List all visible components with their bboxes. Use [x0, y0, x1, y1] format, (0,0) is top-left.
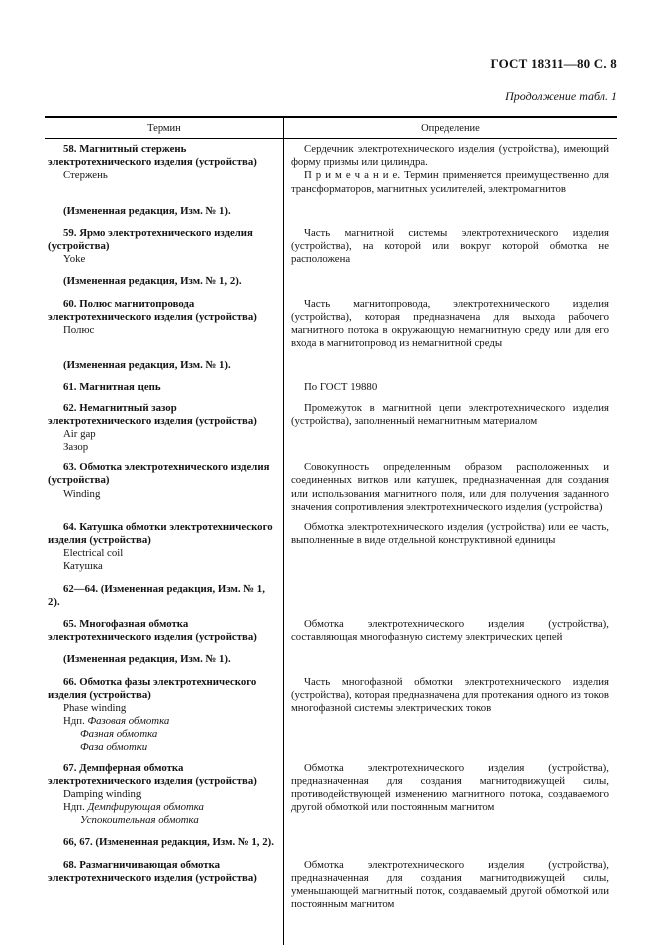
term-text: 64. Катушка обмотки электротехнического изделия (устройства): [48, 520, 273, 547]
term-text: Катушка: [63, 560, 103, 573]
definition-cell: [283, 457, 617, 517]
amendment-note-text: (Измененная редакция, Изм. № 1, 2).: [63, 275, 242, 288]
definition-cell: [283, 647, 617, 671]
amendment-note-row: [45, 830, 617, 854]
term-cell: [45, 353, 283, 377]
term-text: 61. Магнитная цепь: [63, 381, 161, 394]
terms-definitions-table: [45, 116, 617, 945]
amendment-note-row: [45, 647, 617, 671]
term-text: 68. Размагничивающая обмотка электротехнического изделия (устройства): [48, 858, 257, 884]
definition-cell: [283, 672, 617, 758]
definition-cell: [283, 139, 617, 199]
term-text: Air gap: [63, 427, 96, 440]
term-definition-row: [45, 294, 617, 354]
definition-cell: [283, 855, 617, 945]
term-cell: [45, 199, 283, 223]
table-body: [45, 139, 617, 945]
definition-cell: [283, 199, 617, 223]
term-definition-row: [45, 139, 617, 199]
term-cell: [45, 377, 283, 397]
term-text: Yoke: [63, 253, 86, 266]
term-text: Damping winding: [63, 787, 142, 800]
term-text: 62. Немагнитный зазор электротехнического изделия (устройства): [48, 401, 257, 427]
amendment-note-text: 66, 67. (Измененная редакция, Изм. № 1, 2).: [63, 836, 274, 849]
ndp-label: Ндп.: [63, 715, 88, 728]
term-text: Стержень: [63, 169, 108, 182]
term-cell: [45, 577, 283, 614]
term-definition-row: [45, 758, 617, 831]
term-text: [48, 801, 277, 814]
term-definition-row: [45, 223, 617, 270]
definition-cell: [283, 353, 617, 377]
definition-cell: [283, 614, 617, 647]
term-text: 67. Демпферная обмотка электротехнического изделия (устройства): [48, 761, 257, 787]
definition-text: Сердечник электротехнического изделия (устройства), имеющий форму призмы или цилиндра.: [290, 143, 609, 169]
ndp-label: Ндп.: [63, 801, 88, 814]
term-text: Winding: [63, 487, 101, 500]
amendment-note-row: [45, 577, 617, 614]
definition-text: Промежуток в магнитной цепи электротехнического изделия (устройства), заполненный немагнитным материалом: [290, 401, 609, 427]
definition-text: Обмотка электротехнического изделия (устройства), предназначенная для создания магнитодвижущей силы, противодействующей изменению магнитного потока, создаваемого другой обмоткой или постоянным магнитом: [290, 761, 609, 814]
deprecated-term-text: Демпфирующая обмотка: [87, 801, 204, 814]
term-text: Фаза обмотки: [80, 741, 148, 754]
amendment-note-text: (Измененная редакция, Изм. № 1).: [63, 653, 231, 666]
term-cell: [45, 647, 283, 671]
definition-cell: [283, 269, 617, 293]
term-text: Фазная обмотка: [80, 728, 158, 741]
definition-text: Совокупность определенным образом расположенных и соединенных витков или катушек, предназначенная для создания или использования магнитного поля, или для получения заданного значения сопротивления электротехнического изделия (устройства): [290, 461, 609, 513]
term-cell: [45, 758, 283, 831]
definition-cell: [283, 758, 617, 831]
definition-text: По ГОСТ 19880: [303, 381, 378, 394]
amendment-note-text: (Измененная редакция, Изм. № 1).: [63, 204, 231, 217]
term-definition-row: [45, 398, 617, 458]
term-text: 66. Обмотка фазы электротехнического изделия (устройства): [48, 675, 257, 701]
definition-cell: [283, 830, 617, 854]
definition-cell: [283, 294, 617, 354]
table-header-row: [45, 118, 617, 139]
definition-text: Обмотка электротехнического изделия (устройства) или ее часть, выполненные в виде отдельной конструктивной единицы: [290, 520, 609, 547]
amendment-note-text: 62—64. (Измененная редакция, Изм. № 1, 2).: [48, 582, 265, 608]
amendment-note-row: [45, 269, 617, 293]
term-text: 63. Обмотка электротехнического изделия (устройства): [48, 461, 270, 487]
term-definition-row: [45, 614, 617, 647]
term-definition-row: [45, 457, 617, 517]
term-text: [48, 715, 277, 728]
amendment-note-row: [45, 353, 617, 377]
page-header: ГОСТ 18311—80 С. 8: [490, 56, 617, 71]
term-text: Зазор: [63, 441, 89, 454]
term-text: Полюс: [63, 323, 95, 336]
definition-text: Обмотка электротехнического изделия (устройства), предназначенная для создания магнитодвижущей силы, уменьшающей магнитный поток, создаваемый другой обмоткой или постоянным магнитом: [290, 858, 609, 911]
term-text: 60. Полюс магнитопровода электротехнического изделия (устройства): [48, 297, 257, 323]
deprecated-term-text: Фазовая обмотка: [87, 715, 170, 728]
definition-text: Часть магнитной системы электротехнического изделия (устройства), на которой или вокруг которой обмотка не расположена: [290, 226, 609, 266]
term-definition-row: [45, 672, 617, 758]
definition-text: Обмотка электротехнического изделия (устройства), составляющая многофазную систему электрических цепей: [290, 617, 609, 644]
definition-cell: [283, 398, 617, 458]
amendment-note-text: (Измененная редакция, Изм. № 1).: [63, 359, 231, 372]
term-cell: [45, 269, 283, 293]
term-cell: [45, 517, 283, 577]
term-cell: [45, 614, 283, 647]
term-cell: [45, 294, 283, 354]
term-cell: [45, 139, 283, 199]
term-definition-row: [45, 517, 617, 577]
term-cell: [45, 223, 283, 270]
term-cell: [45, 457, 283, 517]
definition-cell: [283, 377, 617, 397]
term-cell: [45, 830, 283, 854]
term-text: 65. Многофазная обмотка электротехнического изделия (устройства): [48, 617, 257, 644]
column-header-definition: Определение: [283, 118, 617, 138]
definition-cell: [283, 577, 617, 614]
column-header-term: Термин: [147, 123, 181, 134]
definition-cell: [283, 517, 617, 577]
term-text: Phase winding: [63, 701, 127, 714]
definition-text: Часть многофазной обмотки электротехнического изделия (устройства), которая предназначена для протекания одного из токов многофазной системы электрических токов: [290, 675, 609, 714]
amendment-note-row: [45, 199, 617, 223]
term-cell: [45, 672, 283, 758]
table-continuation-note: Продолжение табл. 1: [505, 89, 617, 103]
term-text: Electrical coil: [63, 547, 124, 560]
term-cell: [45, 855, 283, 945]
term-text: 58. Магнитный стержень электротехнического изделия (устройства): [48, 143, 257, 169]
term-text: Успокоительная обмотка: [80, 814, 199, 827]
term-definition-row: [45, 855, 617, 945]
term-definition-row: [45, 377, 617, 397]
definition-cell: [283, 223, 617, 270]
definition-text: Часть магнитопровода, электротехнического изделия (устройства), которая предназначена для выхода рабочего магнитного потока в окружающую немагнитную среду или для его входа в магнитопровод из немагнитной среды: [290, 297, 609, 350]
term-text: 59. Ярмо электротехнического изделия (устройства): [48, 226, 253, 253]
definition-text: П р и м е ч а н и е. Термин применяется преимущественно для трансформаторов, магнитных усилителей, электромагнитов: [290, 169, 609, 195]
term-cell: [45, 398, 283, 458]
